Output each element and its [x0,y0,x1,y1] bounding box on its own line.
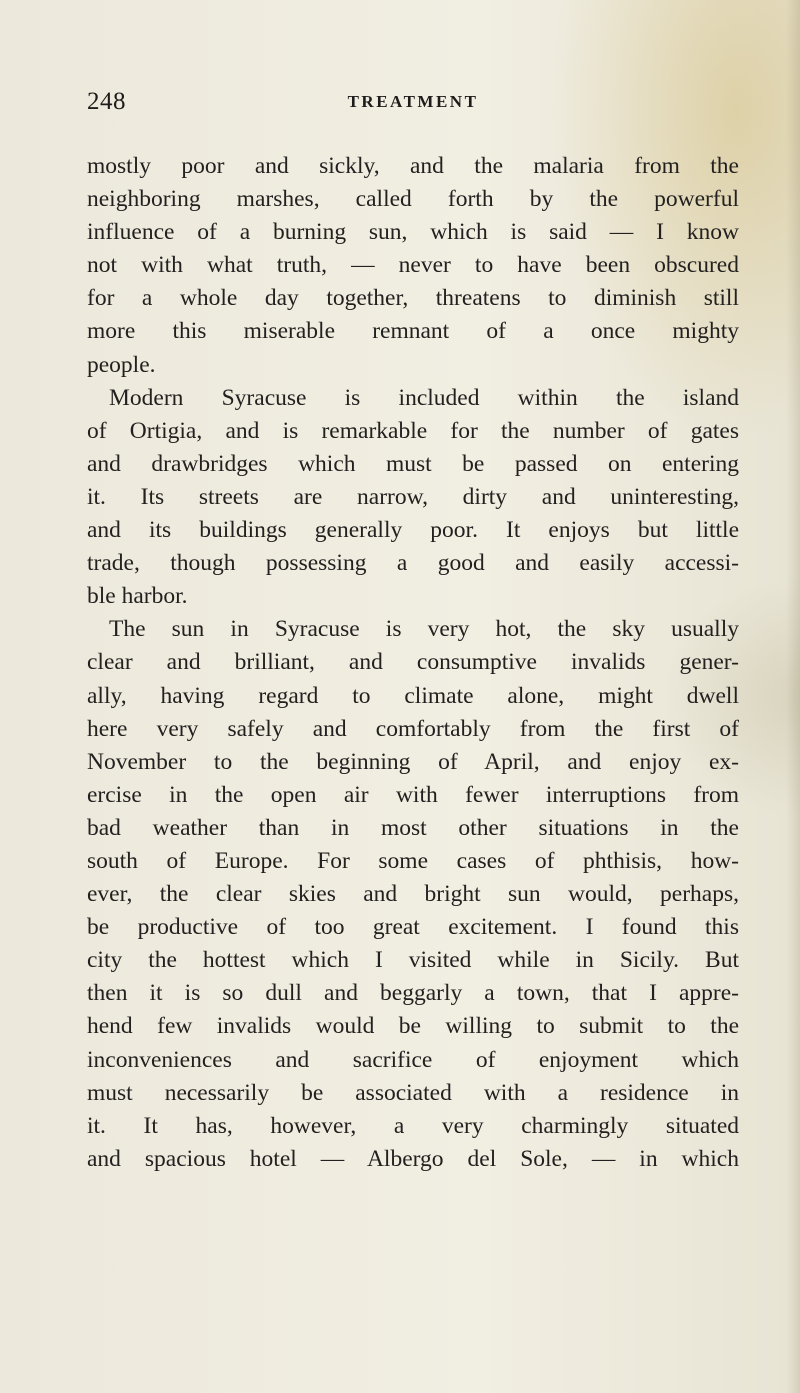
text-line: The sun in Syracuse is very hot, the sky usually [109,616,739,643]
text-line: clear and brilliant, and consumptive invalids gener- [87,649,739,676]
page-edge-shadow [786,0,800,1393]
text-line: trade, though possessing a good and easily accessi- [87,550,739,577]
running-head [87,88,739,122]
text-line: it. It has, however, a very charmingly situated [87,1112,739,1139]
text-line: neighboring marshes, called forth by the powerful [87,186,739,213]
text-line: south of Europe. For some cases of phthisis, how- [87,847,739,874]
text-line: here very safely and comfortably from the first of [87,715,739,742]
text-line: and its buildings generally poor. It enjoys but little [87,517,739,544]
page-number: 248 [87,88,126,115]
body-text [87,150,739,1176]
text-line: be productive of too great excitement. I found this [87,914,739,941]
paragraph-2 [87,382,739,614]
text-line: inconveniences and sacrifice of enjoyment which [87,1046,739,1073]
paragraph-3 [87,613,739,1176]
text-line: it. Its streets are narrow, dirty and uninteresting, [87,483,739,510]
text-line: city the hottest which I visited while in Sicily. But [87,947,739,974]
text-line: ercise in the open air with fewer interruptions from [87,781,739,808]
text-line: and drawbridges which must be passed on entering [87,450,739,477]
text-line: not with what truth, — never to have been obscured [87,252,739,279]
text-line: for a whole day together, threatens to diminish still [87,285,739,312]
text-line: must necessarily be associated with a residence in [87,1079,739,1106]
text-line: ally, having regard to climate alone, might dwell [87,682,739,709]
text-line: November to the beginning of April, and enjoy ex- [87,748,739,775]
paragraph-1 [87,150,739,382]
text-line: ever, the clear skies and bright sun would, perhaps, [87,881,739,908]
text-line: Modern Syracuse is included within the island [109,384,739,411]
text-line: influence of a burning sun, which is said — I know [87,219,739,246]
text-line: mostly poor and sickly, and the malaria from the [87,153,739,179]
text-line: of Ortigia, and is remarkable for the number of gates [87,417,739,444]
text-line: people. [87,351,156,378]
text-line: and spacious hotel — Albergo del Sole, — in which [87,1145,739,1172]
running-title: TREATMENT [347,92,479,111]
text-line: bad weather than in most other situations in the [87,814,739,841]
text-line: more this miserable remnant of a once mighty [87,318,739,345]
text-line: hend few invalids would be willing to submit to the [87,1013,739,1040]
text-line: then it is so dull and beggarly a town, that I appre- [87,980,739,1007]
text-line: ble harbor. [87,583,188,610]
